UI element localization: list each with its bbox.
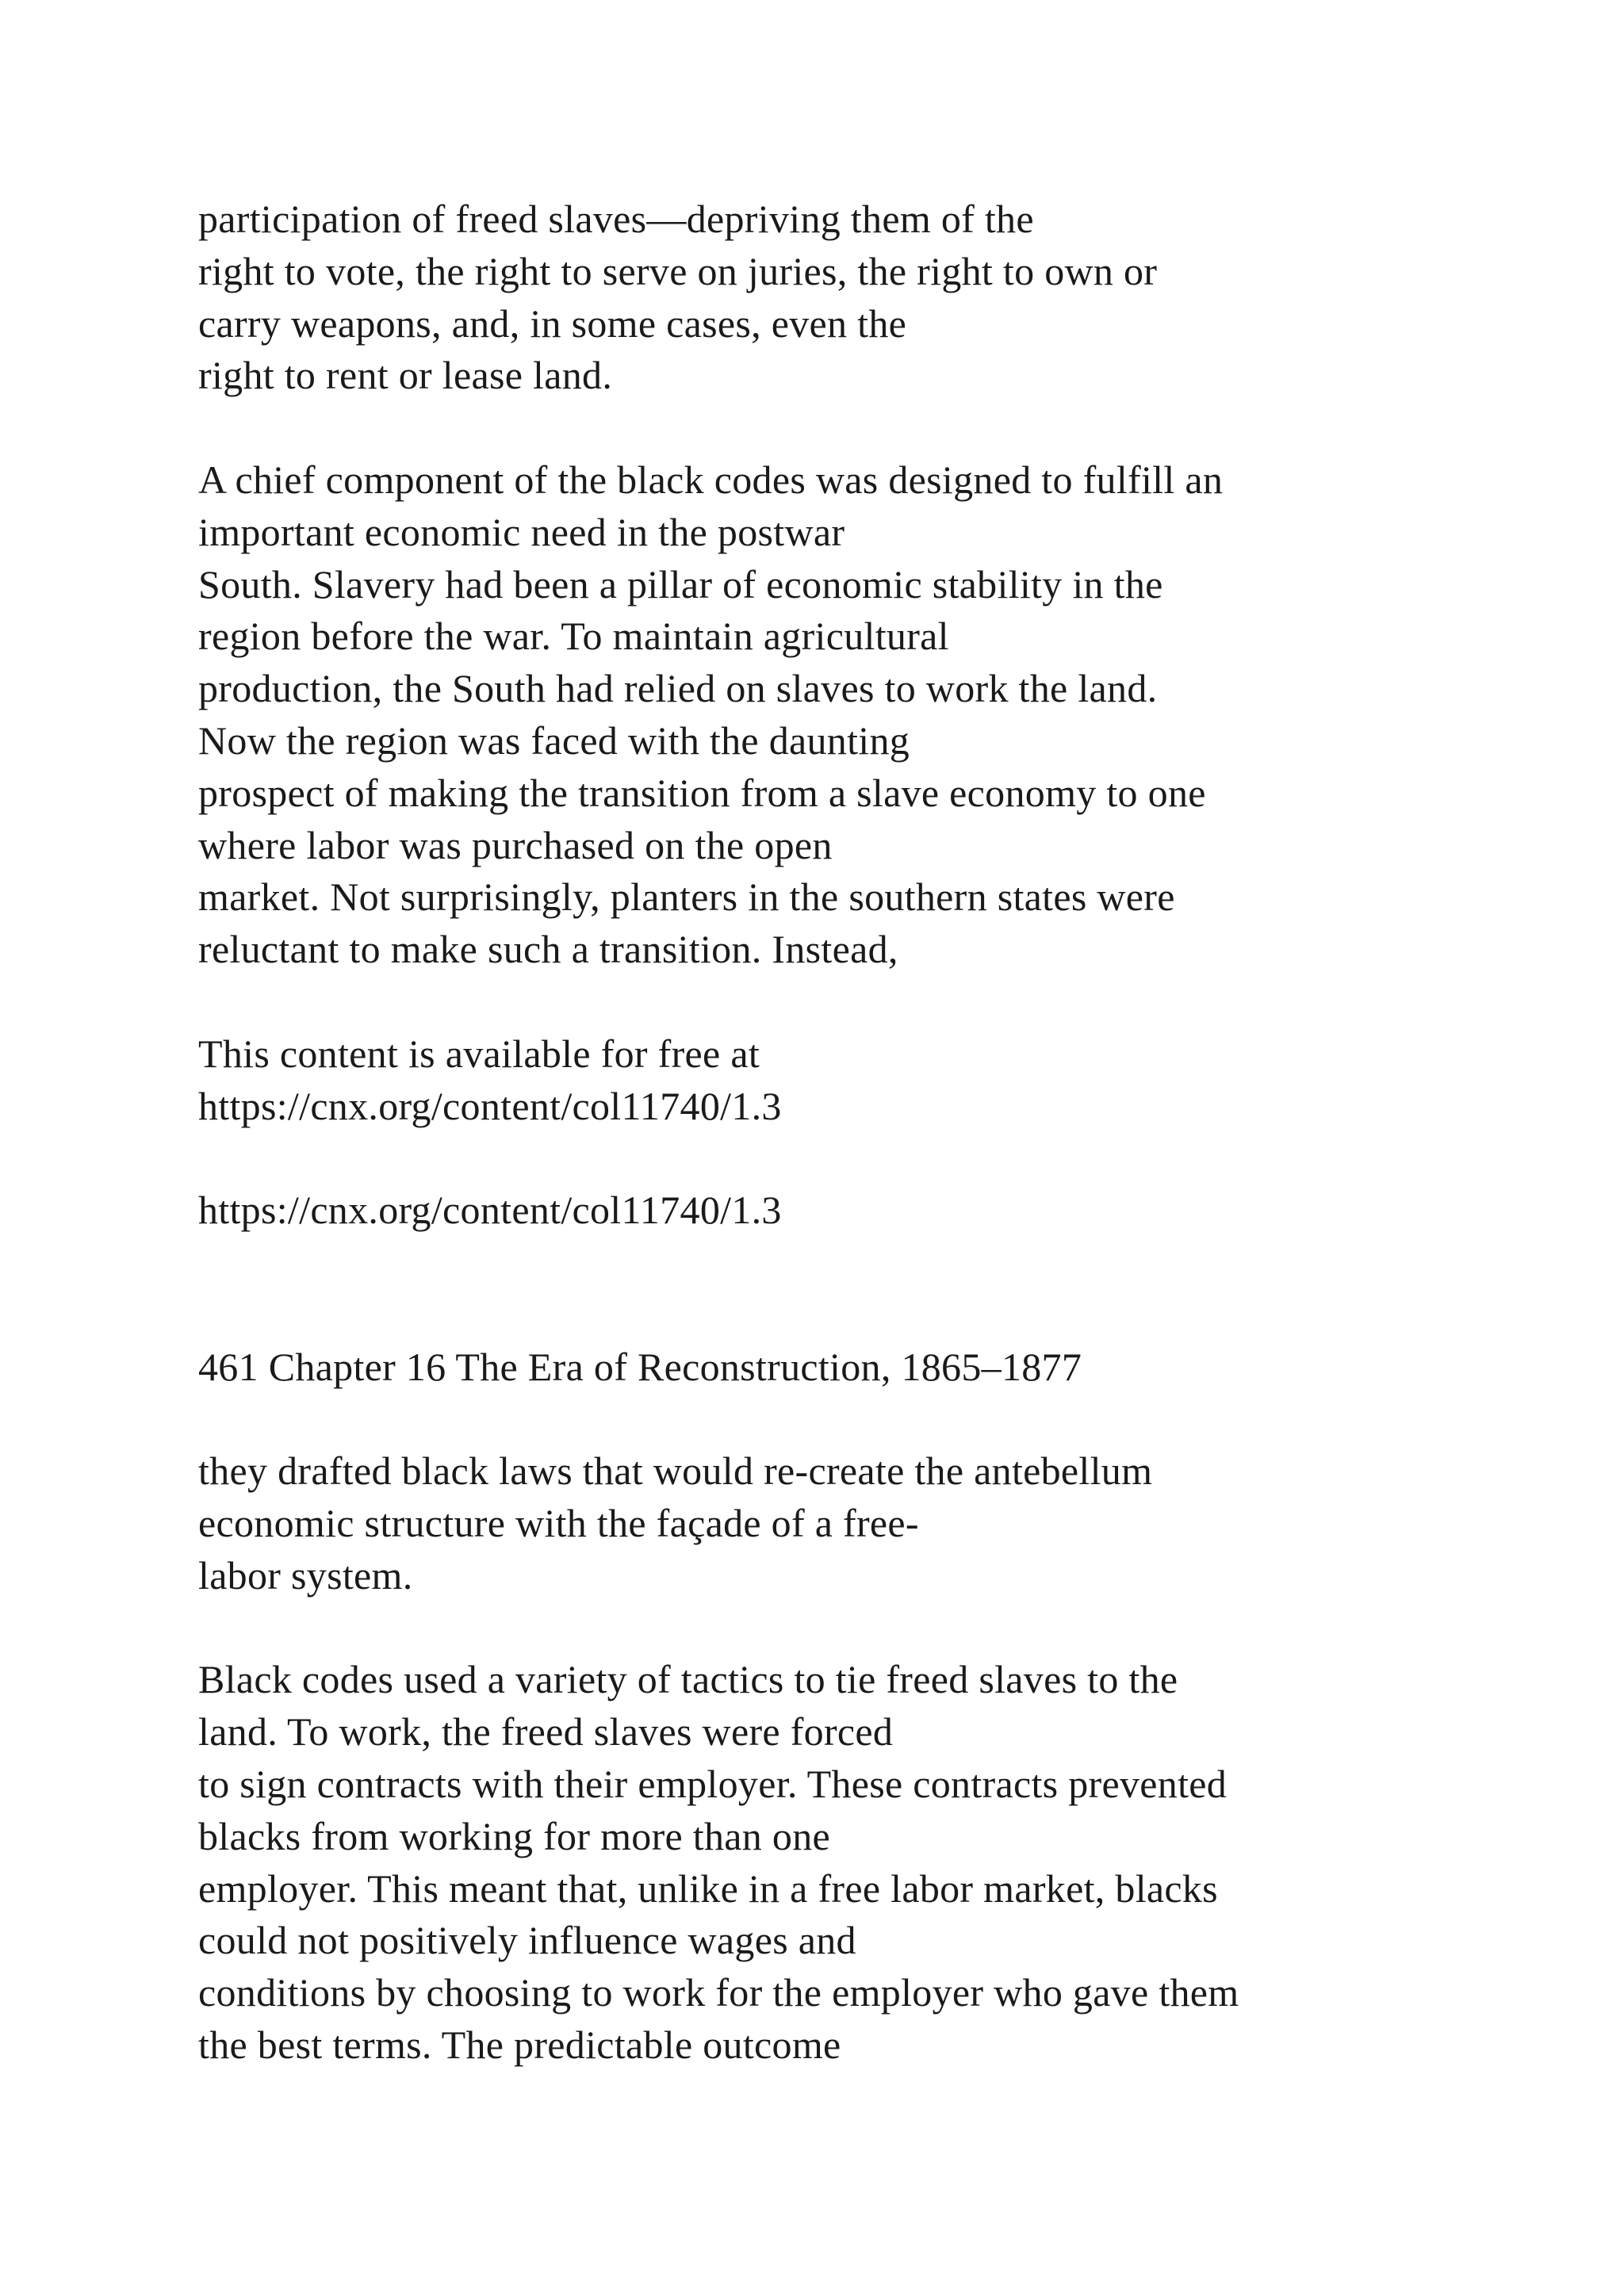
paragraph-4 bbox=[198, 1654, 1546, 2071]
text-line: right to vote, the right to serve on juries, the right to own or bbox=[198, 248, 1158, 293]
availability-notice: This content is available for free at bbox=[198, 1031, 760, 1076]
paragraph-gap bbox=[198, 402, 1546, 454]
footer-notice bbox=[198, 1028, 1546, 1133]
text-line: right to rent or lease land. bbox=[198, 353, 613, 398]
text-line: South. Slavery had been a pillar of economic stability in the bbox=[198, 561, 1163, 607]
paragraph-1 bbox=[198, 193, 1546, 402]
footer-url[interactable]: https://cnx.org/content/col11740/1.3 bbox=[198, 1188, 782, 1233]
source-url[interactable]: https://cnx.org/content/col11740/1.3 bbox=[198, 1083, 782, 1128]
paragraph-2 bbox=[198, 454, 1546, 976]
text-line: economic structure with the façade of a free- bbox=[198, 1500, 919, 1545]
page-break-gap bbox=[198, 1237, 1546, 1341]
text-line: where labor was purchased on the open bbox=[198, 822, 833, 867]
paragraph-gap bbox=[198, 976, 1546, 1028]
text-line: they drafted black laws that would re-create the antebellum bbox=[198, 1448, 1153, 1494]
text-line: employer. This meant that, unlike in a free labor market, blacks bbox=[198, 1866, 1218, 1911]
text-line: production, the South had relied on slaves to work the land. bbox=[198, 666, 1158, 711]
text-line: land. To work, the freed slaves were forced bbox=[198, 1709, 894, 1755]
text-line: A chief component of the black codes was designed to fulfill an bbox=[198, 457, 1224, 502]
document-text bbox=[198, 193, 1546, 2072]
text-line: could not positively influence wages and bbox=[198, 1918, 856, 1963]
running-header: 461 Chapter 16 The Era of Reconstruction, 1865–1877 bbox=[198, 1344, 1082, 1389]
text-line: market. Not surprisingly, planters in the southern states were bbox=[198, 874, 1175, 920]
text-line: region before the war. To maintain agricultural bbox=[198, 614, 949, 659]
text-line: important economic need in the postwar bbox=[198, 509, 845, 554]
text-line: participation of freed slaves—depriving them of the bbox=[198, 197, 1034, 241]
paragraph-gap bbox=[198, 1602, 1546, 1655]
text-line: Now the region was faced with the daunting bbox=[198, 718, 910, 763]
text-line: blacks from working for more than one bbox=[198, 1813, 830, 1858]
paragraph-gap bbox=[198, 1132, 1546, 1184]
text-line: conditions by choosing to work for the employer who gave them bbox=[198, 1970, 1239, 2015]
paragraph-gap bbox=[198, 1393, 1546, 1445]
text-line: labor system. bbox=[198, 1552, 413, 1598]
text-line: reluctant to make such a transition. Instead, bbox=[198, 927, 898, 972]
text-line: prospect of making the transition from a slave economy to one bbox=[198, 770, 1206, 815]
text-line: Black codes used a variety of tactics to tie freed slaves to the bbox=[198, 1657, 1178, 1702]
paragraph-3 bbox=[198, 1445, 1546, 1601]
text-line: to sign contracts with their employer. These contracts prevented bbox=[198, 1761, 1228, 1806]
text-line: carry weapons, and, in some cases, even the bbox=[198, 300, 907, 346]
text-line: the best terms. The predictable outcome bbox=[198, 2022, 841, 2067]
